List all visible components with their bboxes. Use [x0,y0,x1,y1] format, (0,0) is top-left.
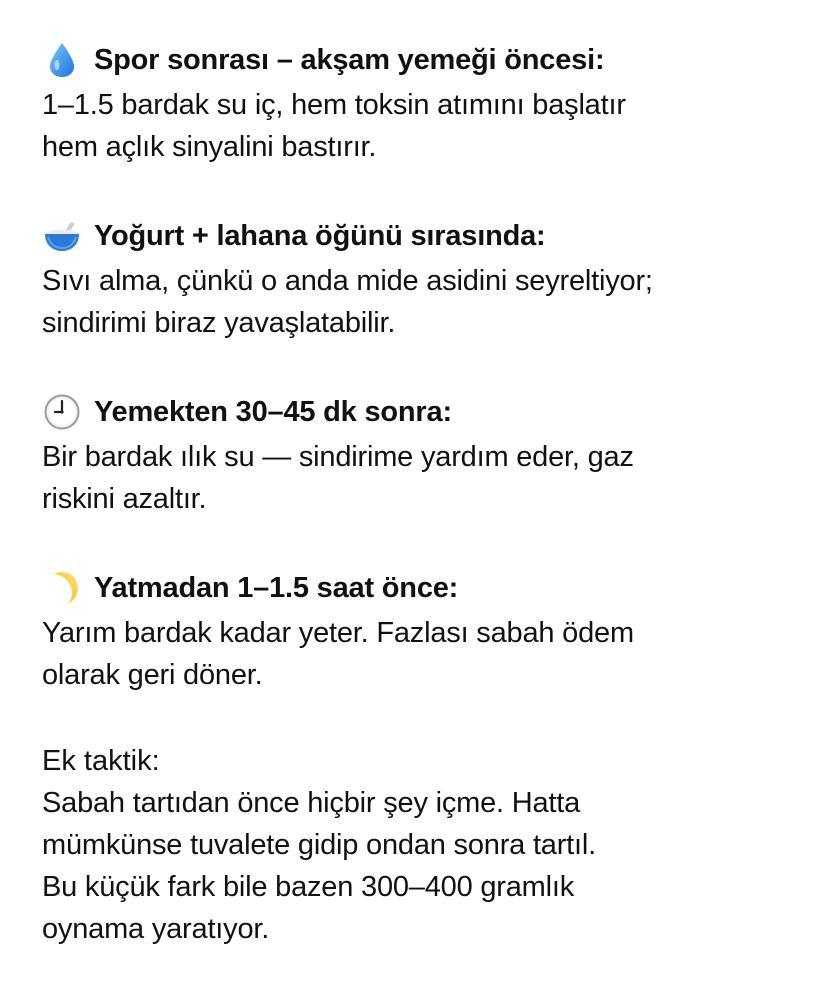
extra-line: Sabah tartıdan önce hiçbir şey içme. Hatta [42,787,581,819]
extra-line: Bu küçük fark bile bazen 300–400 gramlık [42,871,575,903]
section-heading-text: Yatmadan 1–1.5 saat önce: [94,571,459,604]
crescent-moon-icon [42,568,82,608]
extra-line: mümkünse tuvalete gidip ondan sonra tartıl. [42,829,596,861]
section-line: sindirimi biraz yavaşlatabilir. [42,307,396,339]
section-heading-text: Yemekten 30–45 dk sonra: [94,395,452,428]
note-content [42,36,812,994]
extra-line: oynama yaratıyor. [42,913,270,945]
section-heading [42,388,812,436]
section-line: Yarım bardak kadar yeter. Fazlası sabah ödem [42,617,634,649]
section-after-workout [42,36,812,168]
section-line: olarak geri döner. [42,659,263,691]
section-line: Bir bardak ılık su — sindirime yardım eder, gaz [42,441,634,473]
section-heading-text: Yoğurt + lahana öğünü sırasında: [94,219,546,252]
section-after-meal [42,388,812,520]
water-drop-icon [42,40,82,80]
clock-icon [42,392,82,432]
bowl-with-spoon-icon [42,216,82,256]
section-line: riskini azaltır. [42,483,207,515]
section-heading-text: Spor sonrası – akşam yemeği öncesi: [94,43,605,76]
section-line: 1–1.5 bardak su iç, hem toksin atımını başlatır [42,89,626,121]
section-line: Sıvı alma, çünkü o anda mide asidini seyreltiyor; [42,265,653,297]
section-heading [42,564,812,612]
section-before-bed [42,564,812,696]
section-line: hem açlık sinyalini bastırır. [42,131,377,163]
section-extra-tip [42,740,812,950]
section-during-meal [42,212,812,344]
section-heading [42,212,812,260]
section-heading [42,36,812,84]
extra-heading: Ek taktik: [42,745,160,777]
